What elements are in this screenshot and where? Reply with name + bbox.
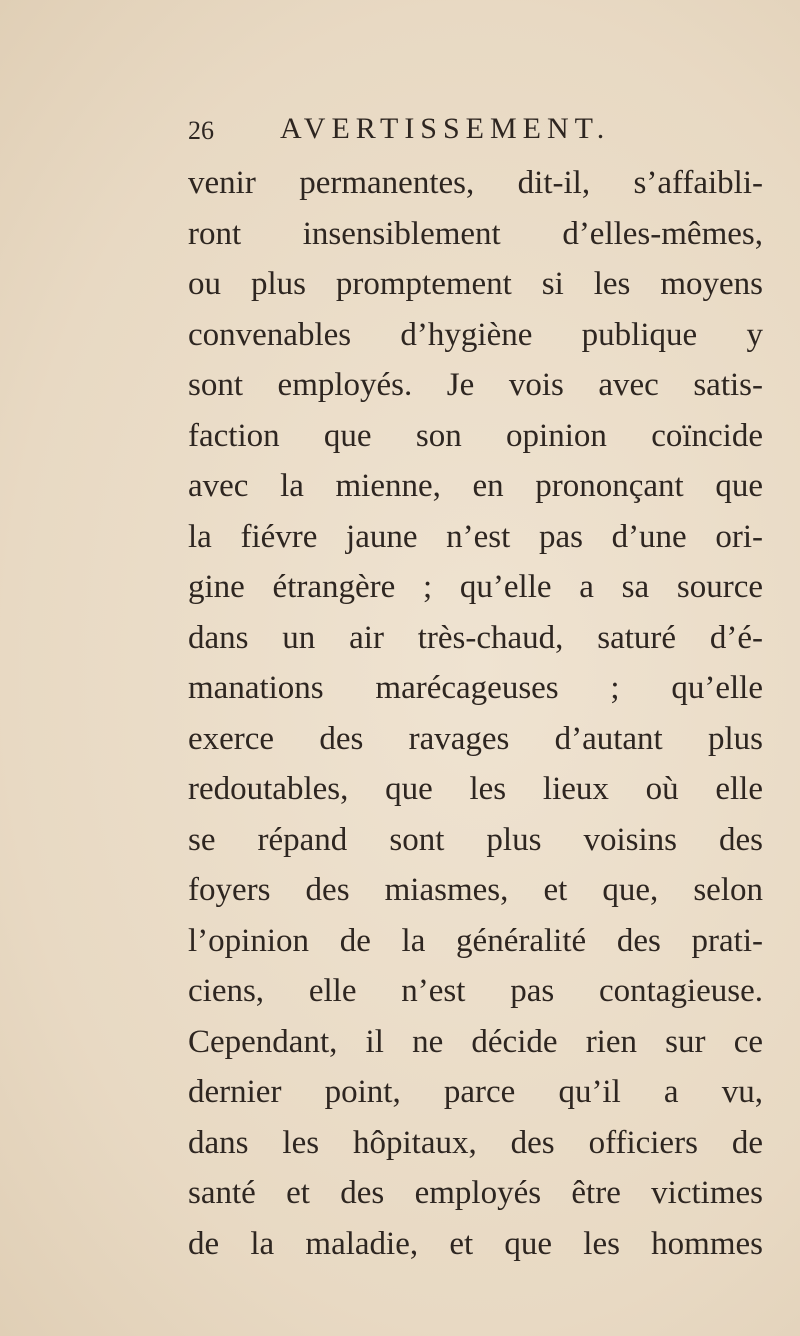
text-line: la fiévre jaune n’est pas d’une ori- xyxy=(188,518,763,555)
text-line: avec la mienne, en prononçant que xyxy=(188,468,763,504)
page-number: 26 xyxy=(188,116,214,145)
text-line: gine étrangère ; qu’elle a sa source xyxy=(188,569,763,605)
text-line: dernier point, parce qu’il a vu, xyxy=(188,1074,763,1110)
page-header xyxy=(188,112,763,156)
text-line: dans un air très-chaud, saturé d’é- xyxy=(188,619,763,656)
text-line: venir permanentes, dit-il, s’affaibli- xyxy=(188,165,763,201)
text-line: de la maladie, et que les hommes xyxy=(188,1225,763,1262)
running-title: AVERTISSEMENT. xyxy=(280,112,611,145)
text-line: dans les hôpitaux, des officiers de xyxy=(188,1124,763,1161)
text-line: santé et des employés être victimes xyxy=(188,1175,763,1211)
text-line: l’opinion de la généralité des prati- xyxy=(188,922,763,959)
text-line: foyers des miasmes, et que, selon xyxy=(188,872,763,908)
text-line: Cependant, il ne décide rien sur ce xyxy=(188,1023,763,1060)
text-line: ciens, elle n’est pas contagieuse. xyxy=(188,973,763,1009)
text-line: ront insensiblement d’elles-mêmes, xyxy=(188,215,763,252)
text-line: sont employés. Je vois avec satis- xyxy=(188,367,763,403)
text-line: exerce des ravages d’autant plus xyxy=(188,720,763,757)
text-line: faction que son opinion coïncide xyxy=(188,417,763,454)
text-line: convenables d’hygiène publique y xyxy=(188,316,763,353)
text-line: se répand sont plus voisins des xyxy=(188,821,763,858)
text-line: manations marécageuses ; qu’elle xyxy=(188,670,763,706)
text-line: ou plus promptement si les moyens xyxy=(188,266,763,302)
body-text xyxy=(188,158,763,1269)
text-line: redoutables, que les lieux où elle xyxy=(188,771,763,807)
